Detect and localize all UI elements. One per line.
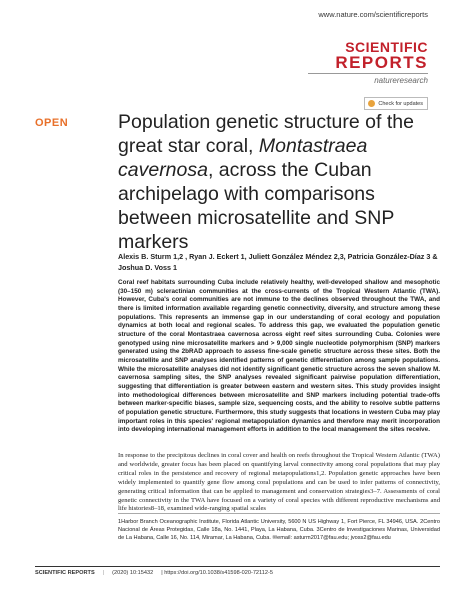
footer-doi[interactable]: | https://doi.org/10.1038/s41598-020-72112-5: [161, 570, 273, 576]
logo-divider: [308, 73, 428, 74]
author-list: [118, 251, 440, 273]
title-species: Montastraea cavernosa: [118, 135, 368, 181]
open-access-label: OPEN: [35, 117, 69, 129]
journal-logo[interactable]: [308, 40, 428, 85]
publisher-name: natureresearch: [374, 76, 428, 85]
abstract: Coral reef habitats surrounding Cuba include relatively healthy, well-developed shallow and mesophotic (30–150 m) scleractinian communities at the cross-currents of the Tropical Western Atlantic (TWA). However, Cuba's coral communities are not immune to the declines observed throughout the TWA, and there is limited information available regarding genetic connectivity, diversity, and structure among these populations. This represents an immense gap in our understanding of coral ecology and population dynamics at both local and regional scales. To address this gap, we evaluated the population genetic structure of the coral Montastraea cavernosa across eight reef sites surrounding Cuba. Colonies were genotyped using nine microsatellite markers and > 9,000 single nucleotide polymorphism (SNP) markers generated using the 2bRAD approach to assess fine-scale genetic structure across these sites. Both the microsatellite and SNP analyses identified patterns of genetic differentiation among sample populations. While the microsatellite analyses did not identify significant genetic structure across the seven shallow M. cavernosa sampling sites, the SNP analyses revealed significant pairwise population differentiation, suggesting that differentiation is greater between eastern and western sites. This study provides insight into methodological differences between microsatellite and SNP markers including potential trade-offs between marker-specific biases, sample size, sequencing costs, and the ability to resolve subtle patterns of population genetic structure. Furthermore, this study suggests that locations in western Cuba may play important roles in this species' regional metapopulation dynamics and therefore may merit incorporation into developing international management efforts in addition to the local management the sites receive.: [118, 279, 440, 434]
check-for-updates-label: Check for updates: [378, 100, 423, 107]
footer-divider: |: [102, 570, 105, 576]
journal-name-line2: REPORTS: [335, 53, 428, 72]
journal-url[interactable]: www.nature.com/scientificreports: [318, 10, 428, 19]
page-footer: [35, 566, 440, 576]
article-title: [118, 110, 438, 254]
authors-text: Alexis B. Sturm 1,2 , Ryan J. Eckert 1, Juliett González Méndez 2,3, Patricia González-Díaz 3 & Joshua D. Voss 1: [118, 252, 438, 272]
check-for-updates-button[interactable]: [364, 97, 428, 110]
footnote-divider: [118, 513, 440, 514]
affiliations-footnote: 1Harbor Branch Oceanographic Institute, Florida Atlantic University, 5600 N US Highway 1, Fort Pierce, FL 34946, USA. 2Centro Nacional de Áreas Protegidas, Calle 18a, No. 1441, Playa, La Habana, Cuba. 3Centro de Investigaciones Marinas, Universidad de La Habana, Calle 16, No. 114, Miramar, La Habana, Cuba. ✉email: asturm2017@fau.edu; jvoss2@fau.edu: [118, 519, 440, 542]
footer-journal: SCIENTIFIC REPORTS: [35, 570, 95, 576]
update-check-icon: [368, 100, 375, 107]
title-text-2: , across the Cuban archipelago with comparisons between microsatellite and SNP markers: [118, 159, 395, 253]
journal-name-line1: SCIENTIFIC: [345, 39, 428, 55]
footer-year-page: (2020) 10:15432: [112, 570, 154, 576]
body-text: In response to the precipitous declines in coral cover and health on reefs throughout the Tropical Western Atlantic (TWA) and worldwide, greater focus has been placed on quantifying larval connectivity among coral populations that may play critical roles in the persistence and recovery of regional metapopulations1,2. Population genetic approaches have been widely implemented to quantify gene flow among coral populations and can be used to infer patterns of connectivity, generating critical information that can be applied to management and conservation strategies3–7. Assessments of coral genetic connectivity in the TWA have focused on a variety of coral species with different reproductive mechanisms and life histories8–18, examined wide-ranging spatial scales: [118, 452, 440, 513]
title-text-1: Population genetic structure of the great star coral,: [118, 111, 414, 157]
